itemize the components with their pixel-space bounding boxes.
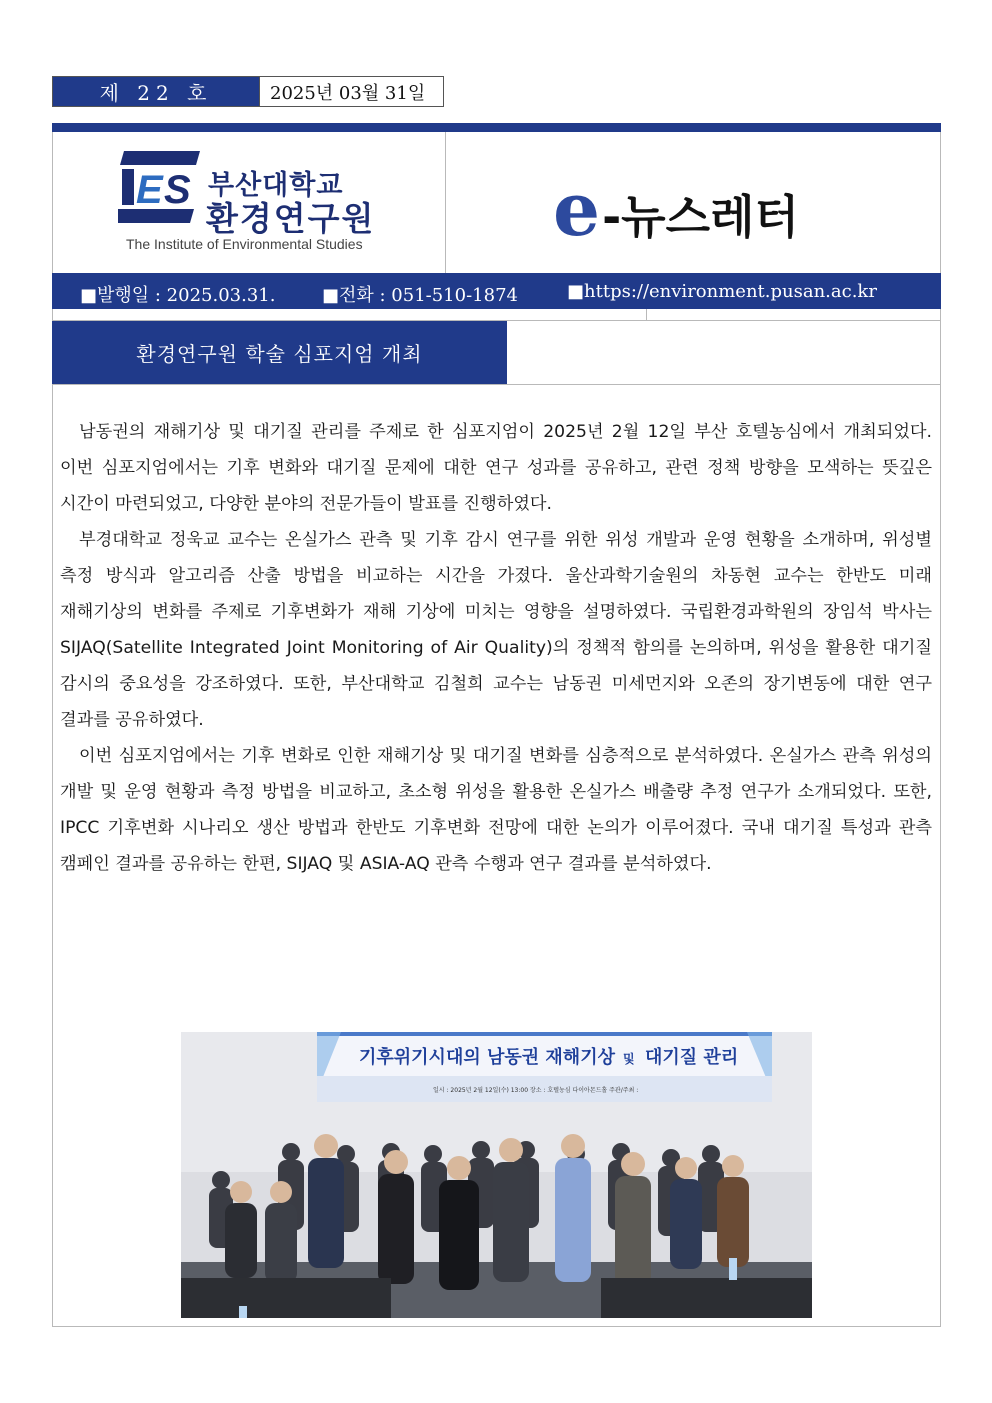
divider xyxy=(52,384,941,385)
masthead-divider xyxy=(445,132,446,273)
website-link[interactable]: ■https://environment.pusan.ac.kr xyxy=(567,281,877,302)
issue-date: 2025년 03월 31일 xyxy=(259,77,443,106)
banner-title-part-b: 및 xyxy=(623,1052,635,1066)
event-group-photo xyxy=(181,1032,812,1318)
publish-date: ■발행일 : 2025.03.31. xyxy=(80,285,276,306)
article-paragraph: 부경대학교 정욱교 교수는 온실가스 관측 및 기후 감시 연구를 위한 위성 개발과 운영 현황을 소개하며, 위성별 측정 방식과 알고리즘 산출 방법을 비교하는 시간을 가졌다. 울산과학기술원의 차동현 교수는 한반도 미래 재해기상의 변화를 주제로 기후변화가 재해 기상에 미치는 영향을 설명하였다. 국립환경과학원의 장임석 박사는 SIJAQ(Satellite Integrated Joint Monitoring of Air Quality)의 정책적 함의를 논의하며, 위성을 활용한 대기질 감시의 중요성을 강조하였다. 또한, 부산대학교 김철희 교수는 남동권 미세먼지와 오존의 장기변동에 대한 연구 결과를 공유하였다. xyxy=(60,530,932,730)
org-name-english: The Institute of Environmental Studies xyxy=(126,236,363,252)
newsletter-title xyxy=(553,165,799,253)
section-title: 환경연구원 학술 심포지엄 개최 xyxy=(52,321,507,384)
org-name-university: 부산대학교 xyxy=(208,170,344,201)
org-name-institute: 환경연구원 xyxy=(206,199,376,238)
svg-text:E: E xyxy=(136,168,163,212)
banner-title-part-a: 기후위기시대의 남동권 재해기상 xyxy=(359,1047,615,1068)
article-paragraph: 남동권의 재해기상 및 대기질 관리를 주제로 한 심포지엄이 2025년 2월 12일 부산 호텔농심에서 개최되었다. 이번 심포지엄에서는 기후 변화와 대기질 문제에 대한 연구 성과를 공유하고, 관련 정책 방향을 모색하는 뜻깊은 시간이 마련되었고, 다양한 분야의 전문가들이 발표를 진행하였다. xyxy=(60,422,932,514)
newsletter-title-e: e xyxy=(553,167,601,253)
svg-text:S: S xyxy=(164,168,191,212)
issue-header xyxy=(52,76,444,107)
phone-number: ■전화 : 051-510-1874 xyxy=(322,285,518,306)
banner-subtitle: 일시 : 2025년 2월 12일(수) 13:00 장소 : 호텔농심 다이아몬드홀 주관/주최 : xyxy=(433,1087,639,1094)
top-accent-bar xyxy=(52,123,941,132)
info-bar xyxy=(52,273,941,309)
article-paragraph: 이번 심포지엄에서는 기후 변화로 인한 재해기상 및 대기질 변화를 심층적으로 분석하였다. 온실가스 관측 위성의 개발 및 운영 현황과 측정 방법을 비교하고, 초소형 위성을 활용한 온실가스 배출량 추정 연구가 소개되었다. 또한, IPCC 기후변화 시나리오 생산 방법과 한반도 기후변화 전망에 대한 논의가 이루어졌다. 국내 대기질 특성과 관측 캠페인 결과를 공유하는 한편, SIJAQ 및 ASIA-AQ 관측 수행과 연구 결과를 분석하였다. xyxy=(60,746,932,874)
article-body xyxy=(60,414,932,882)
banner-title-part-c: 대기질 관리 xyxy=(645,1047,739,1068)
ies-logo-icon xyxy=(118,151,200,223)
group-photo-image xyxy=(181,1032,812,1318)
newsletter-title-text: -뉴스레터 xyxy=(602,190,799,244)
issue-number: 제 22 호 xyxy=(53,77,259,106)
